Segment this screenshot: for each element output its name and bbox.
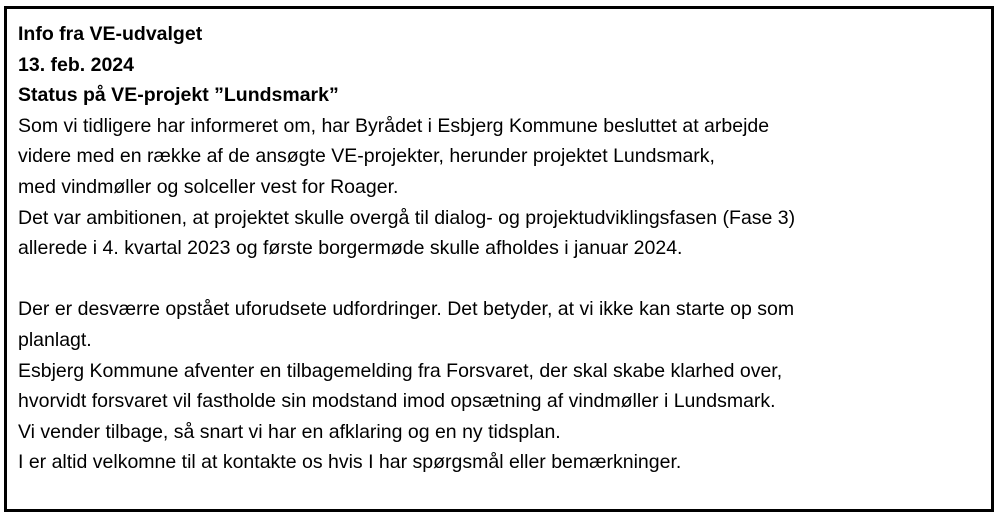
notice-box [4,6,994,512]
text-line: I er altid velkomne til at kontakte os hvis I har spørgsmål eller bemærkninger. [18,451,682,474]
paragraph-status [18,111,984,264]
text-line: hvorvidt forsvaret vil fastholde sin modstand imod opsætning af vindmøller i Lundsmark. [18,390,776,413]
text-line: med vindmøller og solceller vest for Roager. [18,175,399,198]
text-line: planlagt. [18,328,92,351]
notice-title: Info fra VE-udvalget [18,23,203,45]
text-line: Det var ambitionen, at projektet skulle overgå til dialog- og projektudviklingsfasen (Fase 3) [18,206,796,229]
notice-content [18,19,984,478]
text-line: videre med en række af de ansøgte VE-projekter, herunder projektet Lundsmark, [18,145,715,168]
text-line: Vi vender tilbage, så snart vi har en afklaring og en ny tidsplan. [18,420,561,443]
text-line: allerede i 4. kvartal 2023 og første borgermøde skulle afholdes i januar 2024. [18,237,683,260]
notice-date: 13. feb. 2024 [18,53,134,76]
text-line: Der er desværre opstået uforudsete udfordringer. Det betyder, at vi ikke kan starte op som [18,298,795,321]
paragraph-spacer [18,264,984,295]
text-line: Esbjerg Kommune afventer en tilbagemelding fra Forsvaret, der skal skabe klarhed over, [18,359,783,382]
paragraph-challenges [18,294,984,478]
notice-subject: Status på VE-projekt ”Lundsmark” [18,84,339,107]
text-line: Som vi tidligere har informeret om, har Byrådet i Esbjerg Kommune besluttet at arbejde [18,114,770,137]
